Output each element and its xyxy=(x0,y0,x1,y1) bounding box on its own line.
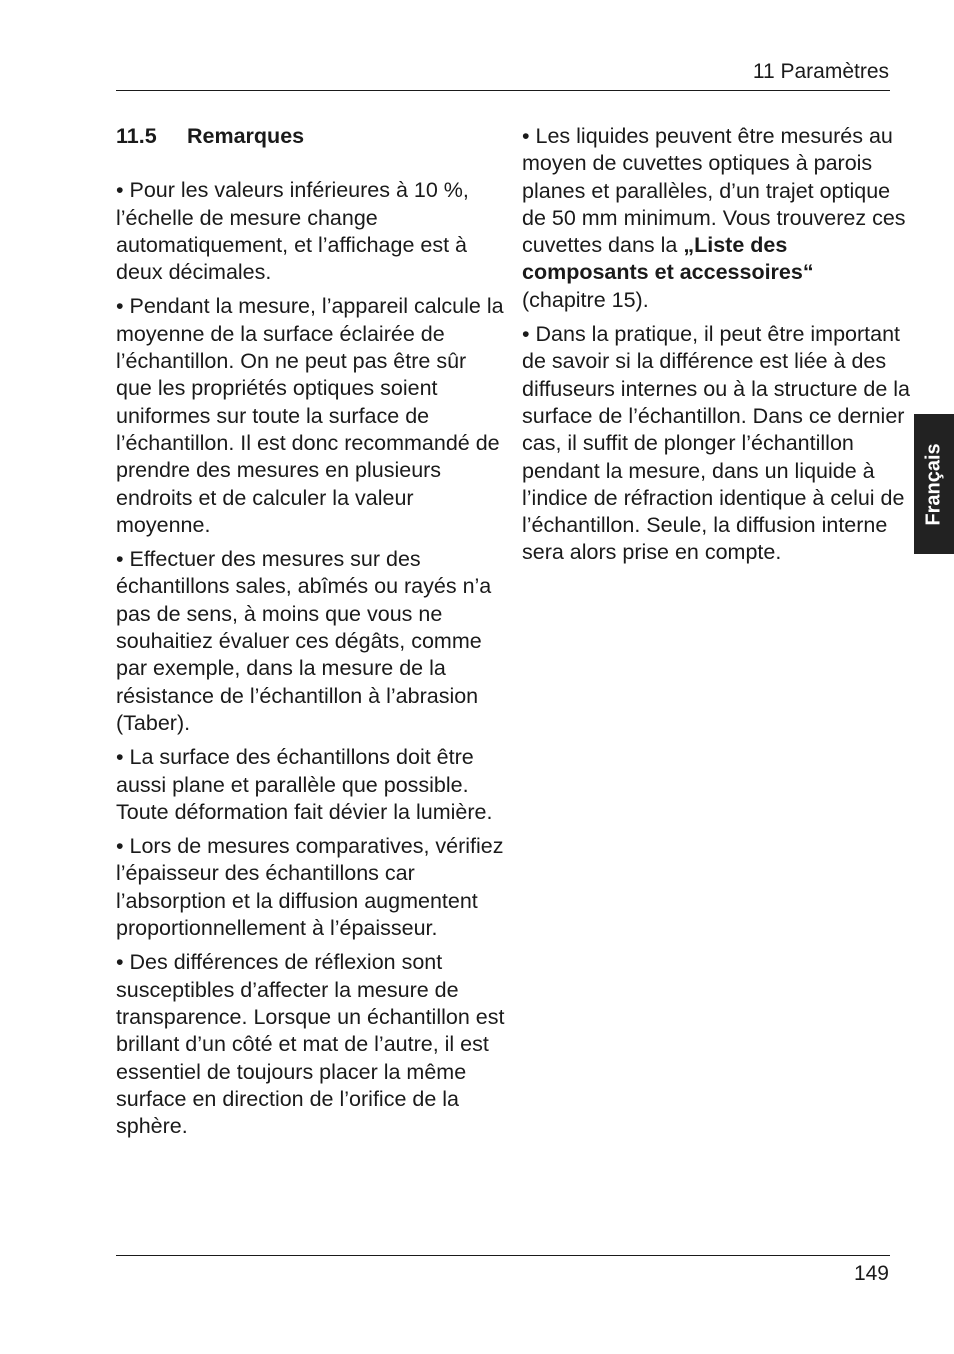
running-header: 11 Paramètres xyxy=(752,60,889,83)
components-list-reference: „Liste des composants et accessoires“ xyxy=(522,233,814,285)
left-column xyxy=(116,123,508,1147)
section-number: 11.5 xyxy=(116,124,157,148)
chapter-reference: (chapitre 15). xyxy=(522,287,649,312)
remark-paragraph: • Pour les valeurs inférieures à 10 %, l’échelle de mesure change automatiquement, et l’affichage est à deux décimales. xyxy=(116,178,469,285)
right-column xyxy=(522,123,914,574)
liquids-intro: • Les liquides peuvent être mesurés au moyen de cuvettes optiques à parois planes et parallèles, d’un trajet optique de 50 mm minimum. Vous trouverez ces cuvettes dans la xyxy=(522,124,906,258)
liquids-paragraph xyxy=(522,123,914,314)
remark-paragraph: • Effectuer des mesures sur des échantillons sales, abîmés ou rayés n’a pas de sens, à moins que vous ne souhaitiez évaluer ces dégâts, comme par exemple, dans la mesure de la résistance de l’échantillon à l’abrasion (Taber). xyxy=(116,547,492,735)
remark-paragraph: • Dans la pratique, il peut être important de savoir si la différence est liée à des diffuseurs internes ou à la structure de la surface de l’échantillon. Dans ce dernier cas, il suffit de plonger l’échantillon pendant la mesure, dans un liquide à l’indice de réfraction identique à celui de l’échantillon. Seule, la diffusion interne sera alors prise en compte. xyxy=(522,322,911,565)
language-tab-label: Français xyxy=(922,442,945,526)
footer-rule xyxy=(116,1255,890,1256)
remark-paragraph: • Pendant la mesure, l’appareil calcule la moyenne de la surface éclairée de l’échantillon. On ne peut pas être sûr que les propriétés optiques soient uniformes sur toute la surface de l’échantillon. Il est donc recommandé de prendre des mesures en plusieurs endroits et de calculer la valeur moyenne. xyxy=(116,294,504,537)
section-heading xyxy=(116,123,508,150)
remark-paragraph: • La surface des échantillons doit être aussi plane et parallèle que possible. Toute déformation fait dévier la lumière. xyxy=(116,745,493,824)
remark-paragraph: • Des différences de réflexion sont susceptibles d’affecter la mesure de transparence. Lorsque un échantillon est brillant d’un côté et mat de l’autre, il est essentiel de toujours placer la même surface en direction de l’orifice de la sphère. xyxy=(116,950,505,1139)
header-rule xyxy=(116,90,890,91)
remark-paragraph: • Lors de mesures comparatives, vérifiez l’épaisseur des échantillons car l’absorption et la diffusion augmentent proportionnellement à l’épaisseur. xyxy=(116,834,504,941)
language-tab xyxy=(914,414,954,554)
page-number: 149 xyxy=(853,1262,889,1285)
section-title: Remarques xyxy=(187,124,305,148)
